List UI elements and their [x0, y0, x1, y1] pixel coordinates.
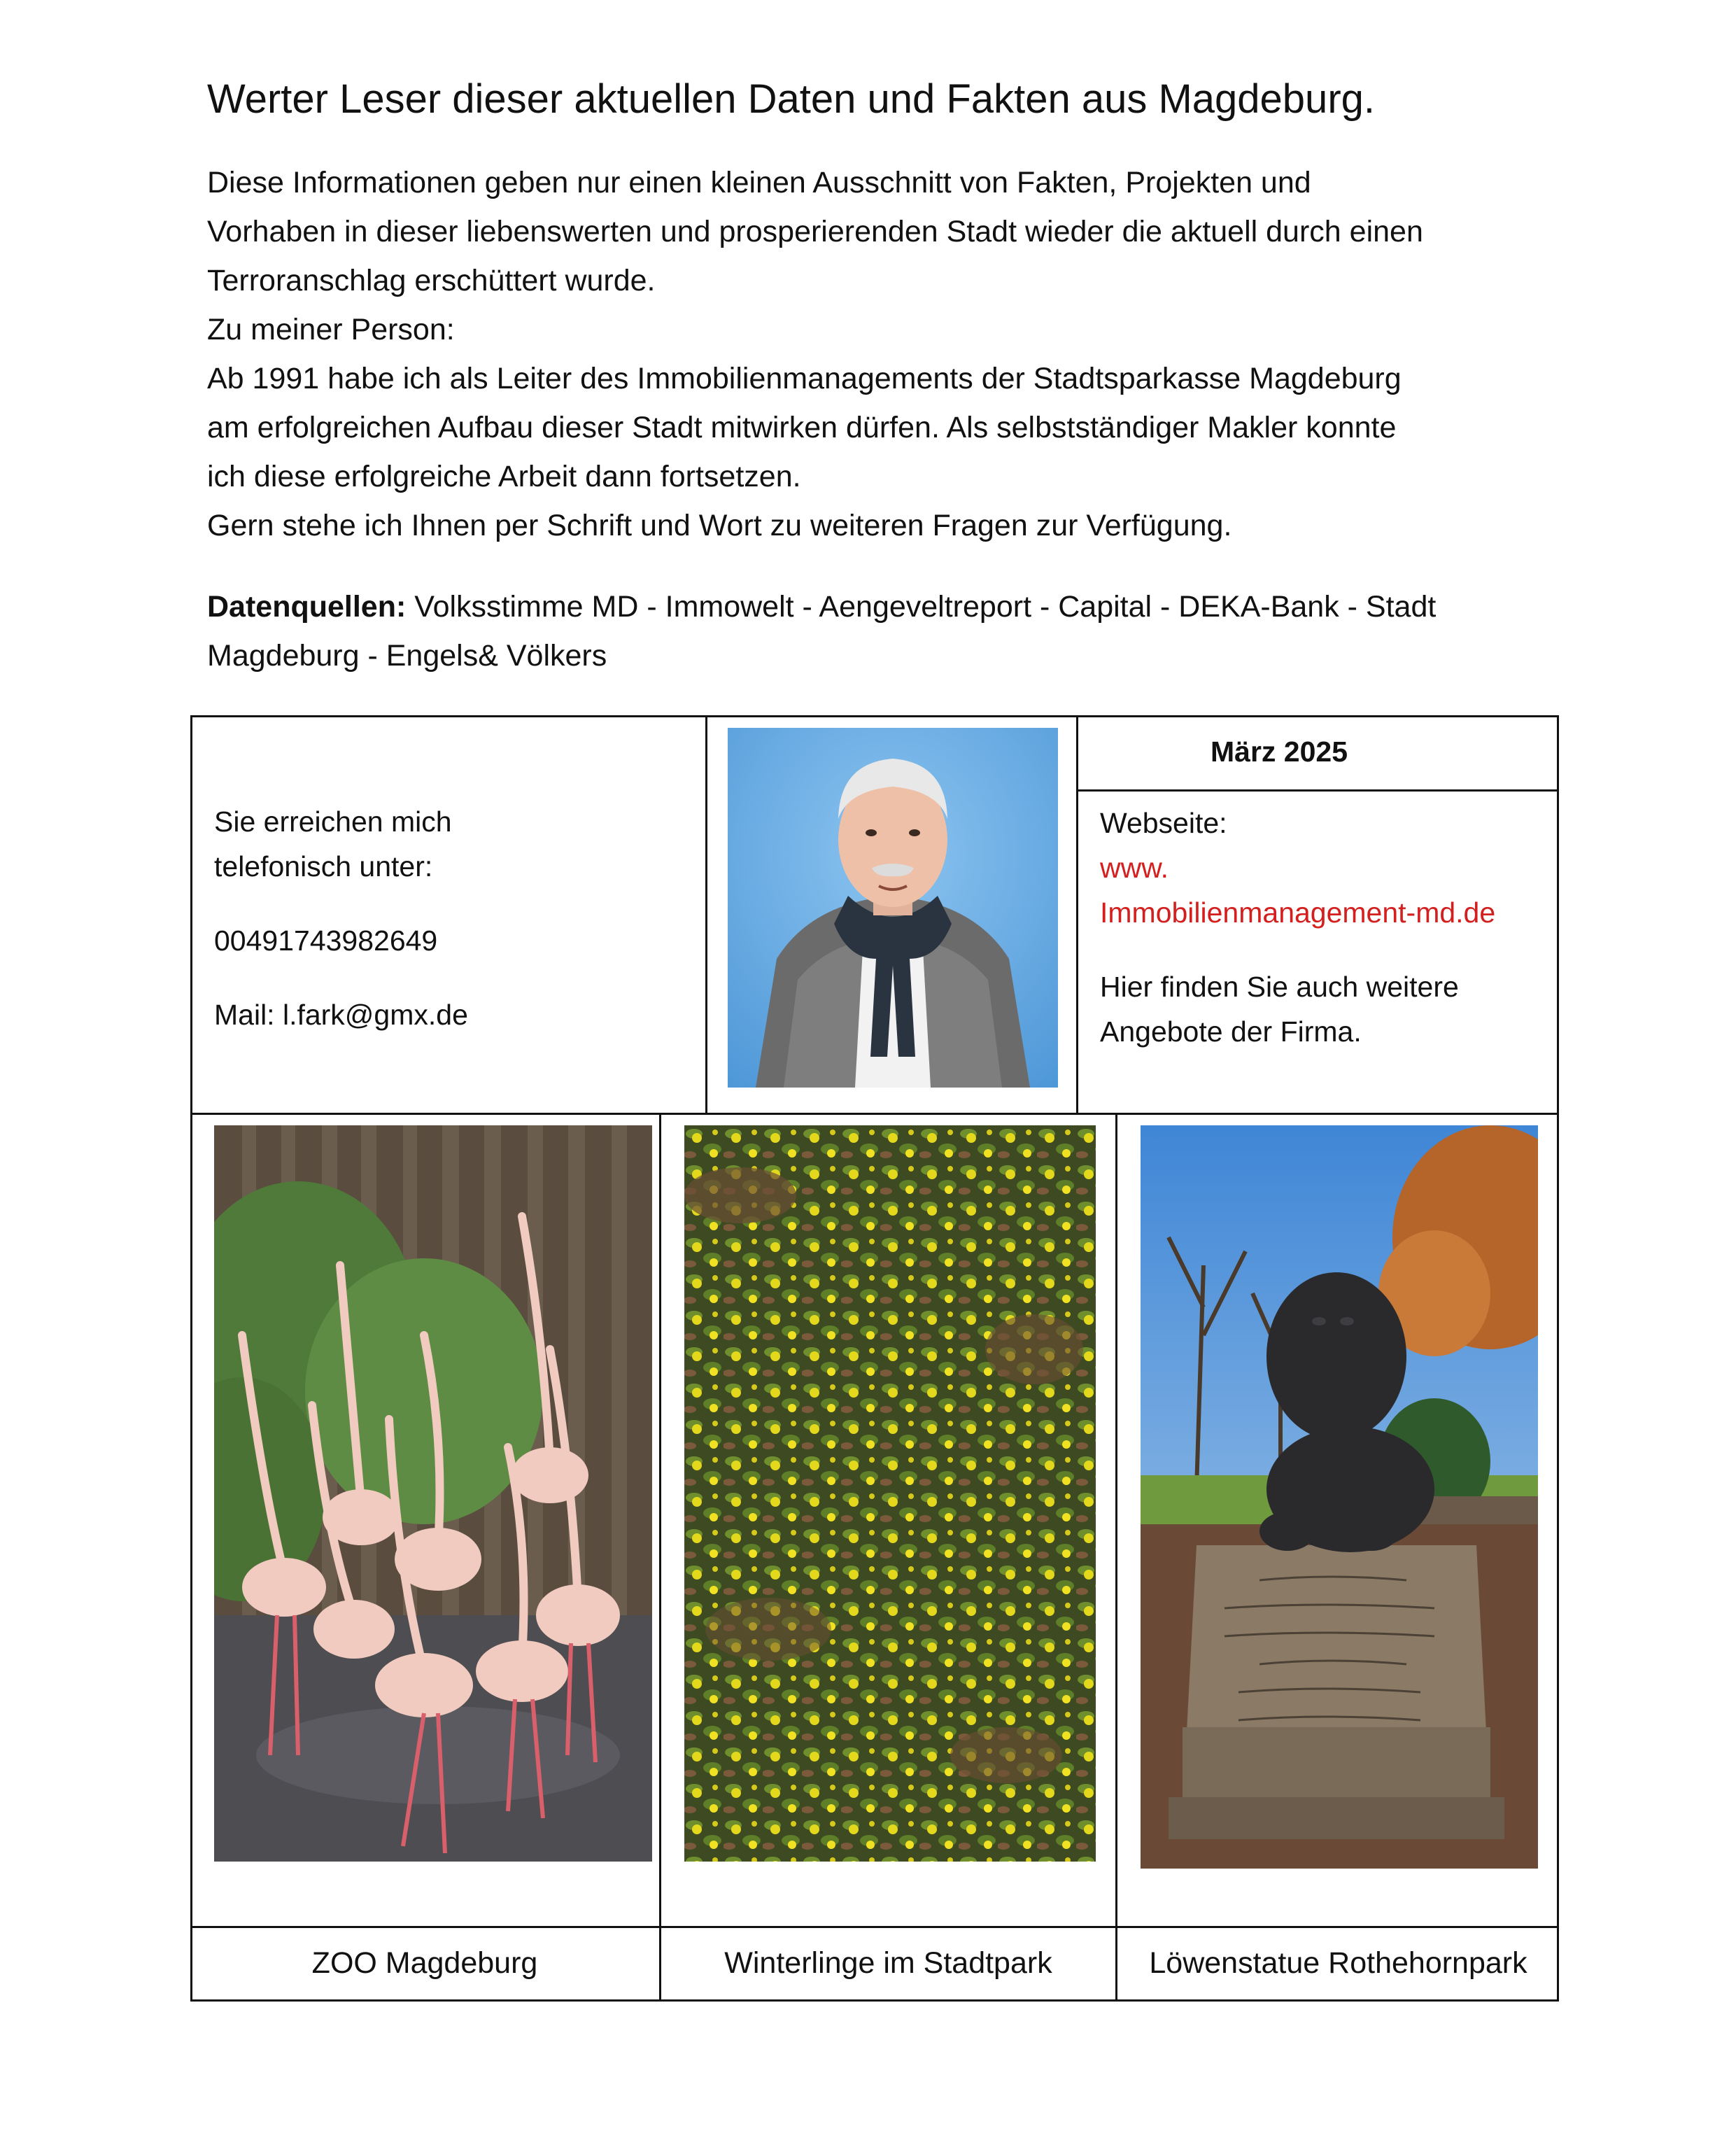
- contact-line-2: telefonisch unter:: [214, 850, 433, 882]
- winterlinge-photo: [684, 1125, 1096, 1862]
- caption-zoo: ZOO Magdeburg: [311, 1946, 538, 1980]
- intro-line: am erfolgreichen Aufbau dieser Stadt mitwirken dürfen. Als selbstständiger Makler konnte: [207, 411, 1397, 444]
- website-note-line-1: Hier finden Sie auch weitere: [1100, 971, 1459, 1003]
- flamingo-image: [214, 1125, 652, 1862]
- intro-text: [207, 158, 1537, 550]
- page-title: Werter Leser dieser aktuellen Daten und Fakten aus Magdeburg.: [207, 76, 1376, 122]
- website-note-line-2: Angebote der Firma.: [1100, 1015, 1362, 1048]
- website-link-part-1[interactable]: www.: [1100, 852, 1169, 884]
- sources-label: Datenquellen:: [207, 590, 407, 624]
- intro-line: ich diese erfolgreiche Arbeit dann fortsetzen.: [207, 460, 801, 493]
- contact-line-1: Sie erreichen mich: [214, 806, 452, 838]
- caption-winterlinge: Winterlinge im Stadtpark: [724, 1946, 1052, 1980]
- lion-statue-image: [1141, 1125, 1538, 1869]
- zoo-photo: [214, 1125, 652, 1862]
- portrait-image: [728, 728, 1058, 1088]
- caption-loewenstatue: Löwenstatue Rothehornpark: [1149, 1946, 1527, 1980]
- data-sources: [207, 582, 1537, 680]
- table-divider: [705, 715, 707, 1115]
- date-label: März 2025: [1211, 736, 1348, 768]
- website-label: Webseite:: [1100, 807, 1227, 839]
- sources-line-1: [207, 582, 1537, 631]
- intro-line: Gern stehe ich Ihnen per Schrift und Wort zu weiteren Fragen zur Verfügung.: [207, 509, 1232, 542]
- intro-line: Diese Informationen geben nur einen kleinen Ausschnitt von Fakten, Projekten und: [207, 166, 1311, 199]
- contact-mail: Mail: l.fark@gmx.de: [214, 999, 468, 1031]
- portrait-photo: [728, 728, 1058, 1088]
- sources-line-2: Magdeburg - Engels& Völkers: [207, 639, 607, 673]
- loewenstatue-photo: [1141, 1125, 1538, 1869]
- table-divider: [1076, 789, 1559, 792]
- intro-line: Vorhaben in dieser liebenswerten und prosperierenden Stadt wieder die aktuell durch einen: [207, 215, 1423, 248]
- winterlinge-image: [684, 1125, 1096, 1862]
- intro-line: Ab 1991 habe ich als Leiter des Immobilienmanagements der Stadtsparkasse Magdeburg: [207, 362, 1402, 395]
- contact-phone: 00491743982649: [214, 924, 438, 957]
- intro-line: Zu meiner Person:: [207, 313, 455, 346]
- sources-text: Volksstimme MD - Immowelt - Aengeveltreport - Capital - DEKA-Bank - Stadt: [406, 590, 1437, 624]
- intro-line: Terroranschlag erschüttert wurde.: [207, 264, 656, 297]
- table-divider: [1076, 715, 1078, 1115]
- gallery-divider: [659, 1113, 661, 2002]
- gallery-divider: [190, 1926, 1559, 1928]
- website-link-part-2[interactable]: Immobilienmanagement-md.de: [1100, 896, 1496, 929]
- gallery-divider: [1115, 1113, 1117, 2002]
